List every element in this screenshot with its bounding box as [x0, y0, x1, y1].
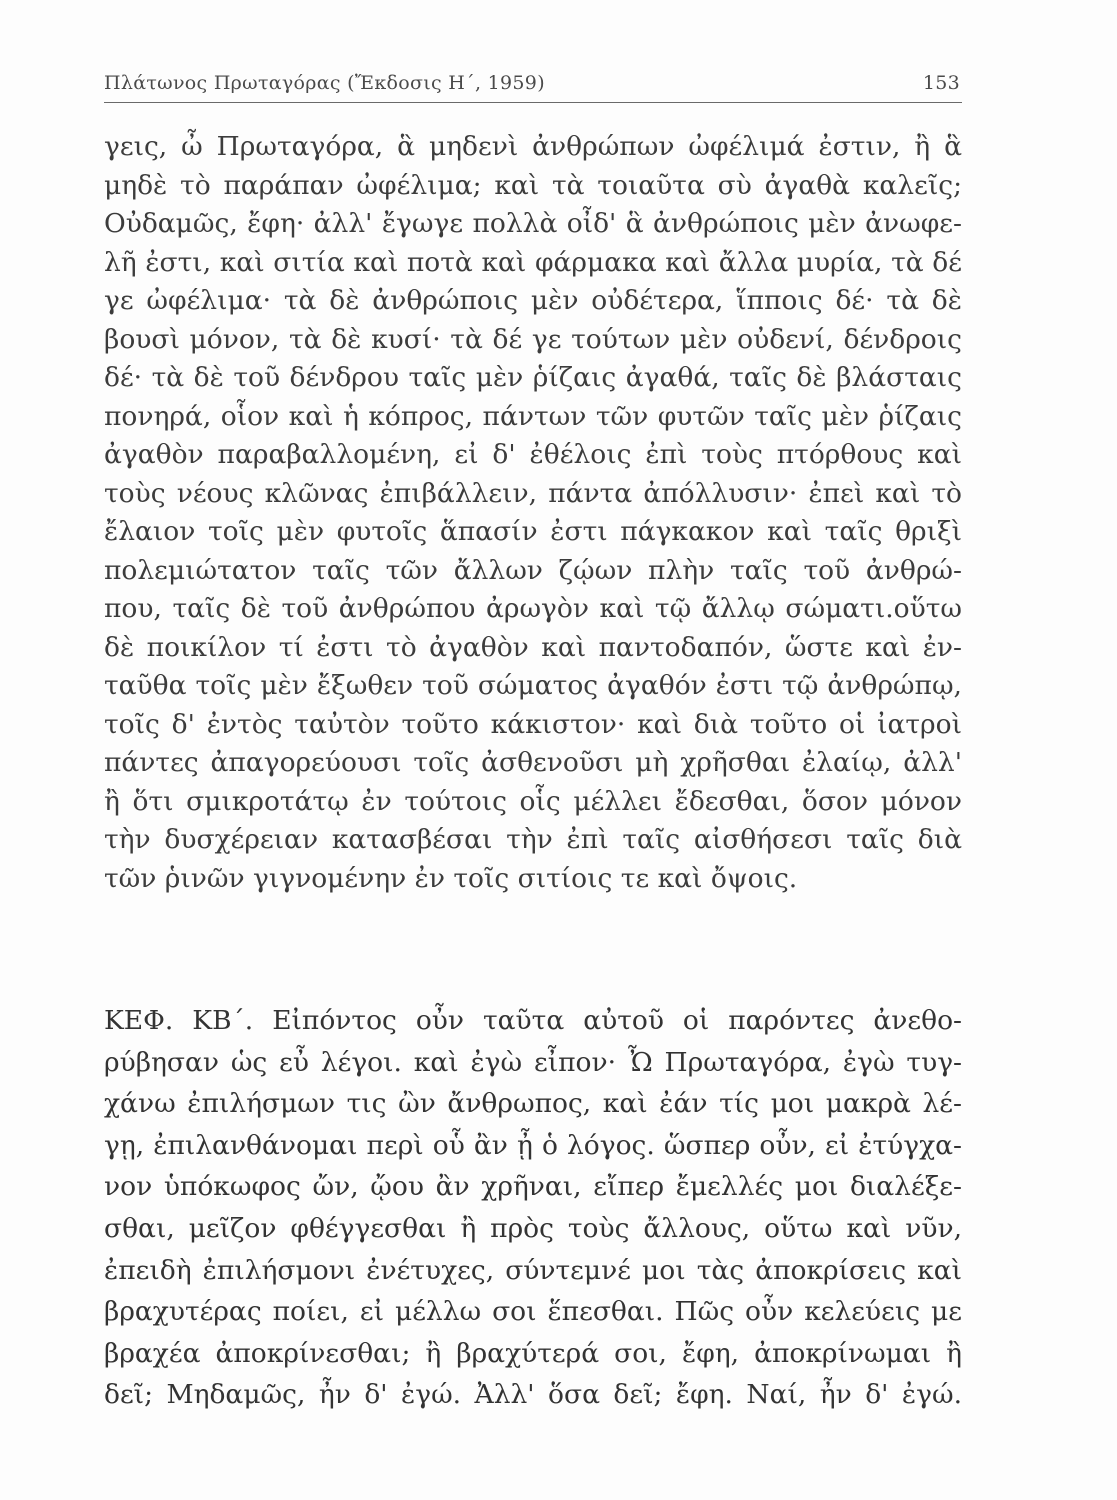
text-line: βραχέα ἀποκρίνεσθαι; ἢ βραχύτερά σοι, ἔφη, ἀποκρίνωμαι ἢ — [104, 1337, 962, 1369]
text-line: νον ὑπόκωφος ὤν, ᾤου ἂν χρῆναι, εἴπερ ἔμελλές μοι διαλέξε- — [104, 1171, 962, 1203]
text-line: ΚΕΦ. ΚΒ΄. Εἰπόντος οὖν ταῦτα αὐτοῦ οἱ παρόντες ἀνεθο- — [104, 1005, 962, 1036]
text-line: ταῦθα τοῖς μὲν ἔξωθεν τοῦ σώματος ἀγαθόν ἐστι τῷ ἀνθρώπῳ, — [104, 670, 962, 701]
text-line: γε ὠφέλιμα· τὰ δὲ ἀνθρώποις μὲν οὐδέτερα, ἵπποις δέ· τὰ δὲ — [104, 285, 962, 316]
text-line: που, ταῖς δὲ τοῦ ἀνθρώπου ἀρωγὸν καὶ τῷ ἄλλῳ σώματι.οὕτω — [104, 593, 962, 624]
text-line: ἢ ὅτι σμικροτάτῳ ἐν τούτοις οἷς μέλλει ἔδεσθαι, ὅσον μόνον — [104, 785, 962, 817]
text-line: πάντες ἀπαγορεύουσι τοῖς ἀσθενοῦσι μὴ χρῆσθαι ἐλαίῳ, ἀλλ' — [104, 747, 962, 778]
text-line: τοὺς νέους κλῶνας ἐπιβάλλειν, πάντα ἀπόλλυσιν· ἐπεὶ καὶ τὸ — [104, 477, 962, 509]
text-line: ρύβησαν ὡς εὖ λέγοι. καὶ ἐγὼ εἶπον· Ὦ Πρωταγόρα, ἐγὼ τυγ- — [104, 1046, 962, 1078]
text-line: μηδὲ τὸ παράπαν ὠφέλιμα; καὶ τὰ τοιαῦτα σὺ ἀγαθὰ καλεῖς; — [104, 169, 962, 201]
text-line: ἀγαθὸν παραβαλλομένη, εἰ δ' ἐθέλοις ἐπὶ τοὺς πτόρθους καὶ — [104, 439, 962, 470]
text-line: λῆ ἐστι, καὶ σιτία καὶ ποτὰ καὶ φάρμακα καὶ ἄλλα μυρία, τὰ δέ — [104, 246, 962, 278]
text-line: δεῖ; Μηδαμῶς, ἦν δ' ἐγώ. Ἀλλ' ὅσα δεῖ; ἔφη. Ναί, ἦν δ' ἐγώ. — [104, 1379, 962, 1411]
text-line: ἔλαιον τοῖς μὲν φυτοῖς ἅπασίν ἐστι πάγκακον καὶ ταῖς θριξὶ — [104, 516, 962, 547]
text-line: βουσὶ μόνον, τὰ δὲ κυσί· τὰ δέ γε τούτων μὲν οὐδενί, δένδροις — [104, 323, 962, 355]
text-line: δέ· τὰ δὲ τοῦ δένδρου ταῖς μὲν ῥίζαις ἀγαθά, ταῖς δὲ βλάσταις — [104, 362, 962, 393]
text-line: δὲ ποικίλον τί ἐστι τὸ ἀγαθὸν καὶ παντοδαπόν, ὥστε καὶ ἐν- — [104, 631, 962, 663]
text-line: βραχυτέρας ποίει, εἰ μέλλω σοι ἕπεσθαι. Πῶς οὖν κελεύεις με — [104, 1296, 962, 1328]
running-header — [104, 72, 960, 100]
text-line: τῶν ῥινῶν γιγνομένην ἐν τοῖς σιτίοις τε καὶ ὄψοις. — [104, 862, 798, 894]
header-rule — [104, 102, 962, 103]
page-number: 153 — [922, 72, 960, 94]
running-header-title: Πλάτωνος Πρωταγόρας (Ἔκδοσις Η΄, 1959) — [104, 72, 545, 94]
text-line: ἐπειδὴ ἐπιλήσμονι ἐνέτυχες, σύντεμνέ μοι τὰς ἀποκρίσεις καὶ — [104, 1254, 962, 1286]
text-line: χάνω ἐπιλήσμων τις ὢν ἄνθρωπος, καὶ ἐάν τίς μοι μακρὰ λέ- — [104, 1088, 962, 1120]
text-line: πολεμιώτατον ταῖς τῶν ἄλλων ζῴων πλὴν ταῖς τοῦ ἀνθρώ- — [104, 554, 962, 586]
text-line: γεις, ὦ Πρωταγόρα, ἃ μηδενὶ ἀνθρώπων ὠφέλιμά ἐστιν, ἢ ἃ — [104, 131, 962, 162]
paragraph-1 — [104, 128, 962, 898]
text-line: Οὐδαμῶς, ἔφη· ἀλλ' ἔγωγε πολλὰ οἶδ' ἃ ἀνθρώποις μὲν ἀνωφε- — [104, 208, 962, 239]
paragraph-2 — [104, 1000, 962, 1416]
text-line: τοῖς δ' ἐντὸς ταὐτὸν τοῦτο κάκιστον· καὶ διὰ τοῦτο οἱ ἰατροὶ — [104, 708, 962, 740]
text-line: σθαι, μεῖζον φθέγγεσθαι ἢ πρὸς τοὺς ἄλλους, οὕτω καὶ νῦν, — [104, 1212, 962, 1244]
text-line: γῃ, ἐπιλανθάνομαι περὶ οὗ ἂν ᾖ ὁ λόγος. ὥσπερ οὖν, εἰ ἐτύγχα- — [104, 1129, 962, 1161]
text-line: τὴν δυσχέρειαν κατασβέσαι τὴν ἐπὶ ταῖς αἰσθήσεσι ταῖς διὰ — [104, 824, 962, 855]
text-line: πονηρά, οἷον καὶ ἡ κόπρος, πάντων τῶν φυτῶν ταῖς μὲν ῥίζαις — [104, 400, 962, 432]
